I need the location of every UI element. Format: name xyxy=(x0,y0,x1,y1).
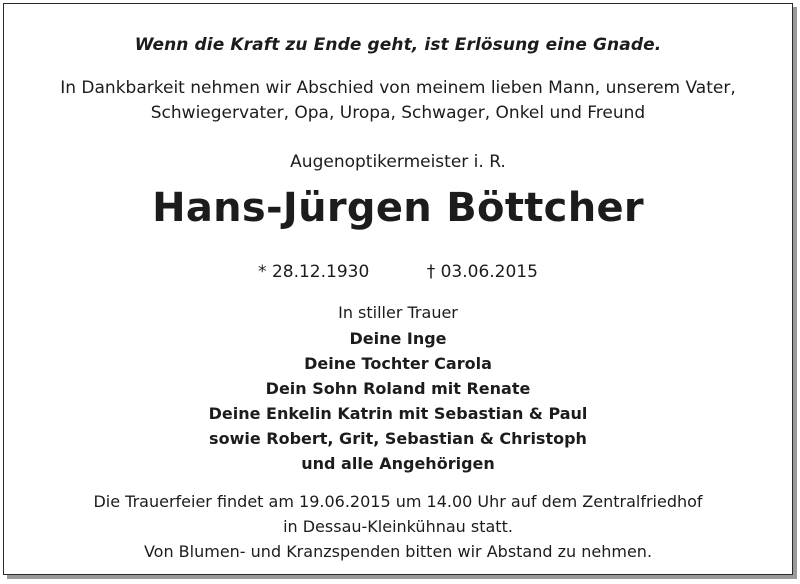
motto: Wenn die Kraft zu Ende geht, ist Erlösung eine Gnade. xyxy=(134,35,662,55)
intro-line: In Dankbarkeit nehmen wir Abschied von meinem lieben Mann, unserem Vater, xyxy=(60,78,736,98)
funeral-line: Die Trauerfeier findet am 19.06.2015 um 14.00 Uhr auf dem Zentralfriedhof xyxy=(93,492,703,511)
mourner: Dein Sohn Roland mit Renate xyxy=(265,379,531,398)
mourner: Deine Tochter Carola xyxy=(304,354,492,373)
funeral-line: Von Blumen- und Kranzspenden bitten wir Abstand zu nehmen. xyxy=(143,542,653,561)
funeral-info xyxy=(4,489,792,564)
mourners-list xyxy=(4,326,792,476)
mourning-line: In stiller Trauer xyxy=(338,303,458,322)
funeral-line: in Dessau-Kleinkühnau statt. xyxy=(283,517,513,536)
mourner: Deine Enkelin Katrin mit Sebastian & Paul xyxy=(208,404,588,423)
intro-line: Schwiegervater, Opa, Uropa, Schwager, Onkel und Freund xyxy=(150,103,646,123)
mourner: Deine Inge xyxy=(349,329,447,348)
intro-text xyxy=(4,76,792,126)
obituary-notice xyxy=(3,3,793,575)
death-date: † 03.06.2015 xyxy=(426,262,538,282)
deceased-name: Hans-Jürgen Böttcher xyxy=(152,185,644,231)
mourner: und alle Angehörigen xyxy=(301,454,495,473)
profession: Augenoptikermeister i. R. xyxy=(290,152,506,172)
mourner: sowie Robert, Grit, Sebastian & Christoph xyxy=(209,429,587,448)
birth-date: * 28.12.1930 xyxy=(258,262,370,282)
life-dates xyxy=(4,262,792,282)
